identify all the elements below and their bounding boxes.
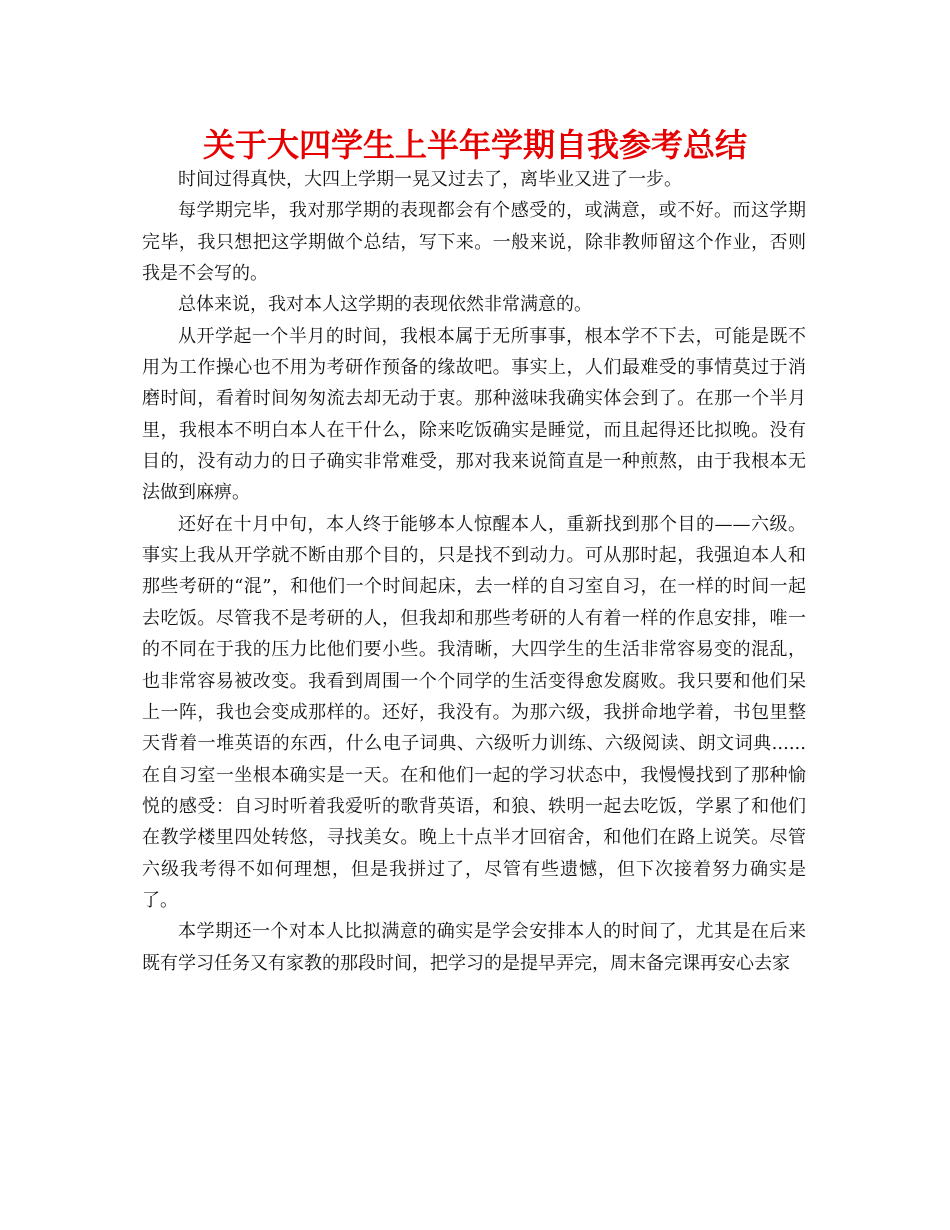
paragraph: 总体来说，我对本人这学期的表现依然非常满意的。 [178, 294, 592, 316]
document-title: 关于大四学生上半年学期自我参考总结 [202, 126, 747, 164]
document-body [142, 164, 806, 979]
paragraph: 从开学起一个半月的时间，我根本属于无所事事，根本学不下去，可能是既不用为工作操心也不用为考研作预备的缘故吧。事实上，人们最难受的事情莫过于消磨时间，看着时间匆匆流去却无动于衷。那种滋味我确实体会到了。在那一个半月里，我根本不明白本人在干什么，除来吃饭确实是睡觉，而且起得还比拟晚。没有目的，没有动力的日子确实非常难受，那对我来说简直是一种煎熬，由于我根本无法做到麻痹。 [142, 325, 806, 504]
paragraph: 每学期完毕，我对那学期的表现都会有个感受的，或满意，或不好。而这学期完毕，我只想把这学期做个总结，写下来。一般来说，除非教师留这个作业，否则我是不会写的。 [142, 200, 806, 285]
paragraph: 本学期还一个对本人比拟满意的确实是学会安排本人的时间了，尤其是在后来既有学习任务又有家教的那段时间，把学习的是提早弄完，周末备完课再安心去家 [142, 921, 806, 974]
paragraph: 时间过得真快，大四上学期一晃又过去了，离毕业又进了一步。 [178, 169, 682, 190]
paragraph: 还好在十月中旬，本人终于能够本人惊醒本人，重新找到那个目的——六级。事实上我从开学就不断由那个目的，只是找不到动力。可从那时起，我强迫本人和那些考研的“混”，和他们一个时间起床，去一样的自习室自习，在一样的时间一起去吃饭。尽管我不是考研的人，但我却和那些考研的人有着一样的作息安排，唯一的不同在于我的压力比他们要小些。我清晰，大四学生的生活非常容易变的混乱，也非常容易被改变。我看到周围一个个同学的生活变得愈发腐败。我只要和他们呆上一阵，我也会变成那样的。还好，我没有。为那六级，我拼命地学着，书包里整天背着一堆英语的东西，什么电子词典、六级听力训练、六级阅读、朗文词典......在自习室一坐根本确实是一天。在和他们一起的学习状态中，我慢慢找到了那种愉悦的感受：自习时听着我爱听的歌背英语，和狼、轶明一起去吃饭，学累了和他们在教学楼里四处转悠，寻找美女。晚上十点半才回宿舍，和他们在路上说笑。尽管六级我考得不如何理想，但是我拼过了，尽管有些遗憾，但下次接着努力确实是了。 [142, 513, 806, 911]
